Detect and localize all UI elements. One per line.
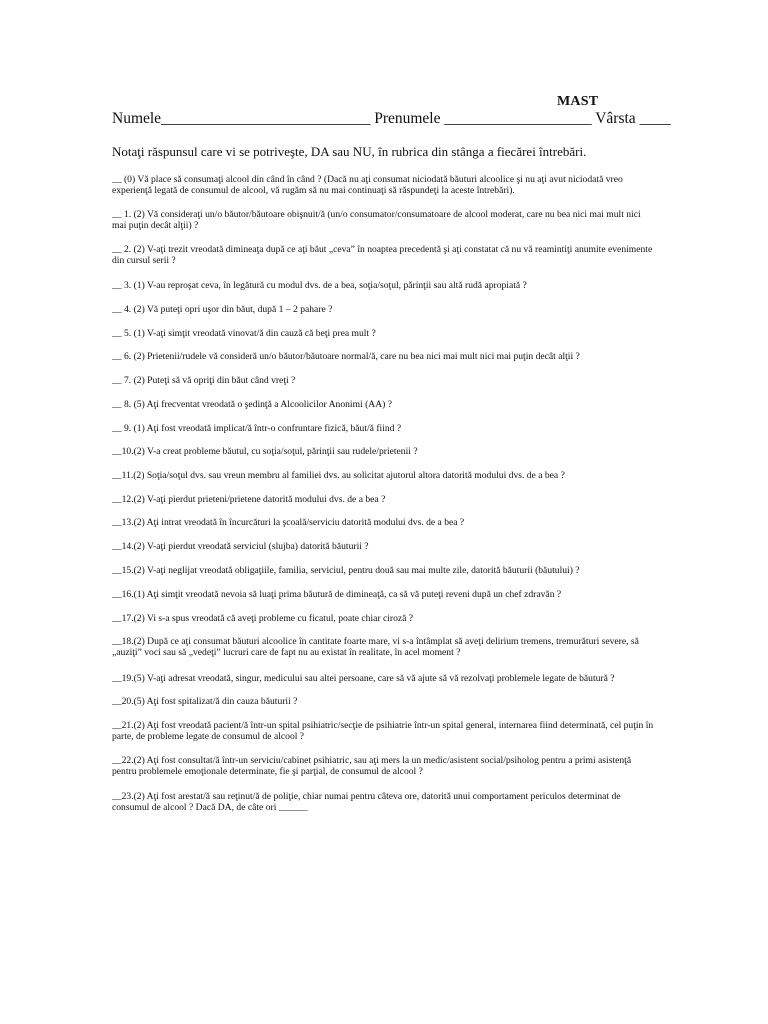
- surname-blank[interactable]: ___________________: [444, 110, 592, 127]
- instructions-text: Notaţi răspunsul care vi se potriveşte, DA sau NU, în rubrica din stânga a fiecărei întrebări.: [112, 144, 587, 159]
- question-0: __ (0) Vă place să consumaţi alcool din când în când ? (Dacă nu aţi consumat niciodată băuturi alcoolice şi nu aţi avut niciodată vreo experienţă legată de consumul de alcool, vă rugăm să nu mai continuaţi să răspundeţi la aceste întrebări).: [112, 174, 623, 196]
- name-label: Numele: [112, 110, 162, 127]
- document-title: MAST: [557, 94, 599, 109]
- question-13: __13.(2) Aţi intrat vreodată în încurcături la şcoală/serviciu datorită modului dvs. de a bea ?: [112, 517, 465, 528]
- question-9: __ 9. (1) Aţi fost vreodată implicat/ă într-o confruntare fizică, băut/ă fiind ?: [112, 423, 402, 434]
- name-blank[interactable]: ___________________________: [161, 110, 371, 127]
- question-14: __14.(2) V-aţi pierdut vreodată serviciul (slujba) datorită băuturii ?: [112, 541, 369, 552]
- identity-line: [112, 110, 672, 128]
- question-23: __23.(2) Aţi fost arestat/ă sau reţinut/ă de poliţie, chiar numai pentru câteva ore, datorită unui comportament periculos determinat de consumul de alcool ? Dacă DA, de câte ori ______: [112, 791, 621, 813]
- age-blank[interactable]: ____: [639, 110, 671, 127]
- question-22: __22.(2) Aţi fost consultat/ă într-un serviciu/cabinet psihiatric, sau aţi mers la un medic/asistent social/psiholog pentru a primi asistenţă pentru problemele emoţionale determinate, fie şi parţial, de consumul de alcool ?: [112, 755, 632, 777]
- question-4: __ 4. (2) Vă puteţi opri uşor din băut, după 1 – 2 pahare ?: [112, 304, 333, 315]
- question-11: __11.(2) Soţia/soţul dvs. sau vreun membru al familiei dvs. au solicitat ajutorul altora datorită modului dvs. de a bea ?: [112, 470, 565, 481]
- question-16: __16.(1) Aţi simţit vreodată nevoia să luaţi prima băutură de dimineaţă, ca să vă puteţi reveni după un chef zdravăn ?: [112, 589, 562, 600]
- question-3: __ 3. (1) V-au reproşat ceva, în legătură cu modul dvs. de a bea, soţia/soţul, părinţii sau altă rudă apropiată ?: [112, 280, 527, 291]
- question-20: __20.(5) Aţi fost spitalizat/ă din cauza băuturii ?: [112, 696, 298, 707]
- question-7: __ 7. (2) Puteţi să vă opriţi din băut când vreţi ?: [112, 375, 296, 386]
- question-5: __ 5. (1) V-aţi simţit vreodată vinovat/ă din cauză că beţi prea mult ?: [112, 328, 376, 339]
- question-6: __ 6. (2) Prietenii/rudele vă consideră un/o băutor/băutoare normal/ă, care nu bea nici mai mult nici mai puţin decât alţii ?: [112, 351, 580, 362]
- surname-label: Prenumele: [374, 110, 441, 127]
- question-2: __ 2. (2) V-aţi trezit vreodată dimineaţa după ce aţi băut „ceva” în noaptea precedentă şi aţi constatat că nu vă reamintiţi anumite evenimente din cursul serii ?: [112, 244, 653, 266]
- question-10: __10.(2) V-a creat probleme băutul, cu soţia/soţul, părinţii sau rudele/prietenii ?: [112, 446, 418, 457]
- question-18: __18.(2) După ce aţi consumat băuturi alcoolice în cantitate foarte mare, vi s-a întâmplat să aveţi delirium tremens, tremurături severe, să „auziţi” voci sau să „vedeţi” lucruri care de fapt nu au existat în realitate, în acel moment ?: [112, 636, 639, 658]
- age-label: Vârsta: [595, 110, 636, 127]
- question-12: __12.(2) V-aţi pierdut prieteni/prietene datorită modului dvs. de a bea ?: [112, 494, 386, 505]
- question-15: __15.(2) V-aţi neglijat vreodată obligaţiile, familia, serviciul, pentru două sau mai multe zile, datorită băuturii (băutului) ?: [112, 565, 580, 576]
- question-1: __ 1. (2) Vă consideraţi un/o băutor/băutoare obişnuit/ă (un/o consumator/consumatoare de alcool moderat, care nu bea nici mai mult nici mai puţin decât alţii) ?: [112, 209, 641, 231]
- question-8: __ 8. (5) Aţi frecventat vreodată o şedinţă a Alcoolicilor Anonimi (AA) ?: [112, 399, 393, 410]
- question-17: __17.(2) Vi s-a spus vreodată că aveţi probleme cu ficatul, poate chiar ciroză ?: [112, 613, 414, 624]
- question-21: __21.(2) Aţi fost vreodată pacient/ă într-un spital psihiatric/secţie de psihiatrie într-un spital general, internarea fiind determinată, cel puţin în parte, de probleme legate de consumul de alcool ?: [112, 720, 654, 742]
- question-19: __19.(5) V-aţi adresat vreodată, singur, medicului sau altei persoane, care să vă ajute să vă rezolvaţi problemele legate de băutură ?: [112, 673, 615, 684]
